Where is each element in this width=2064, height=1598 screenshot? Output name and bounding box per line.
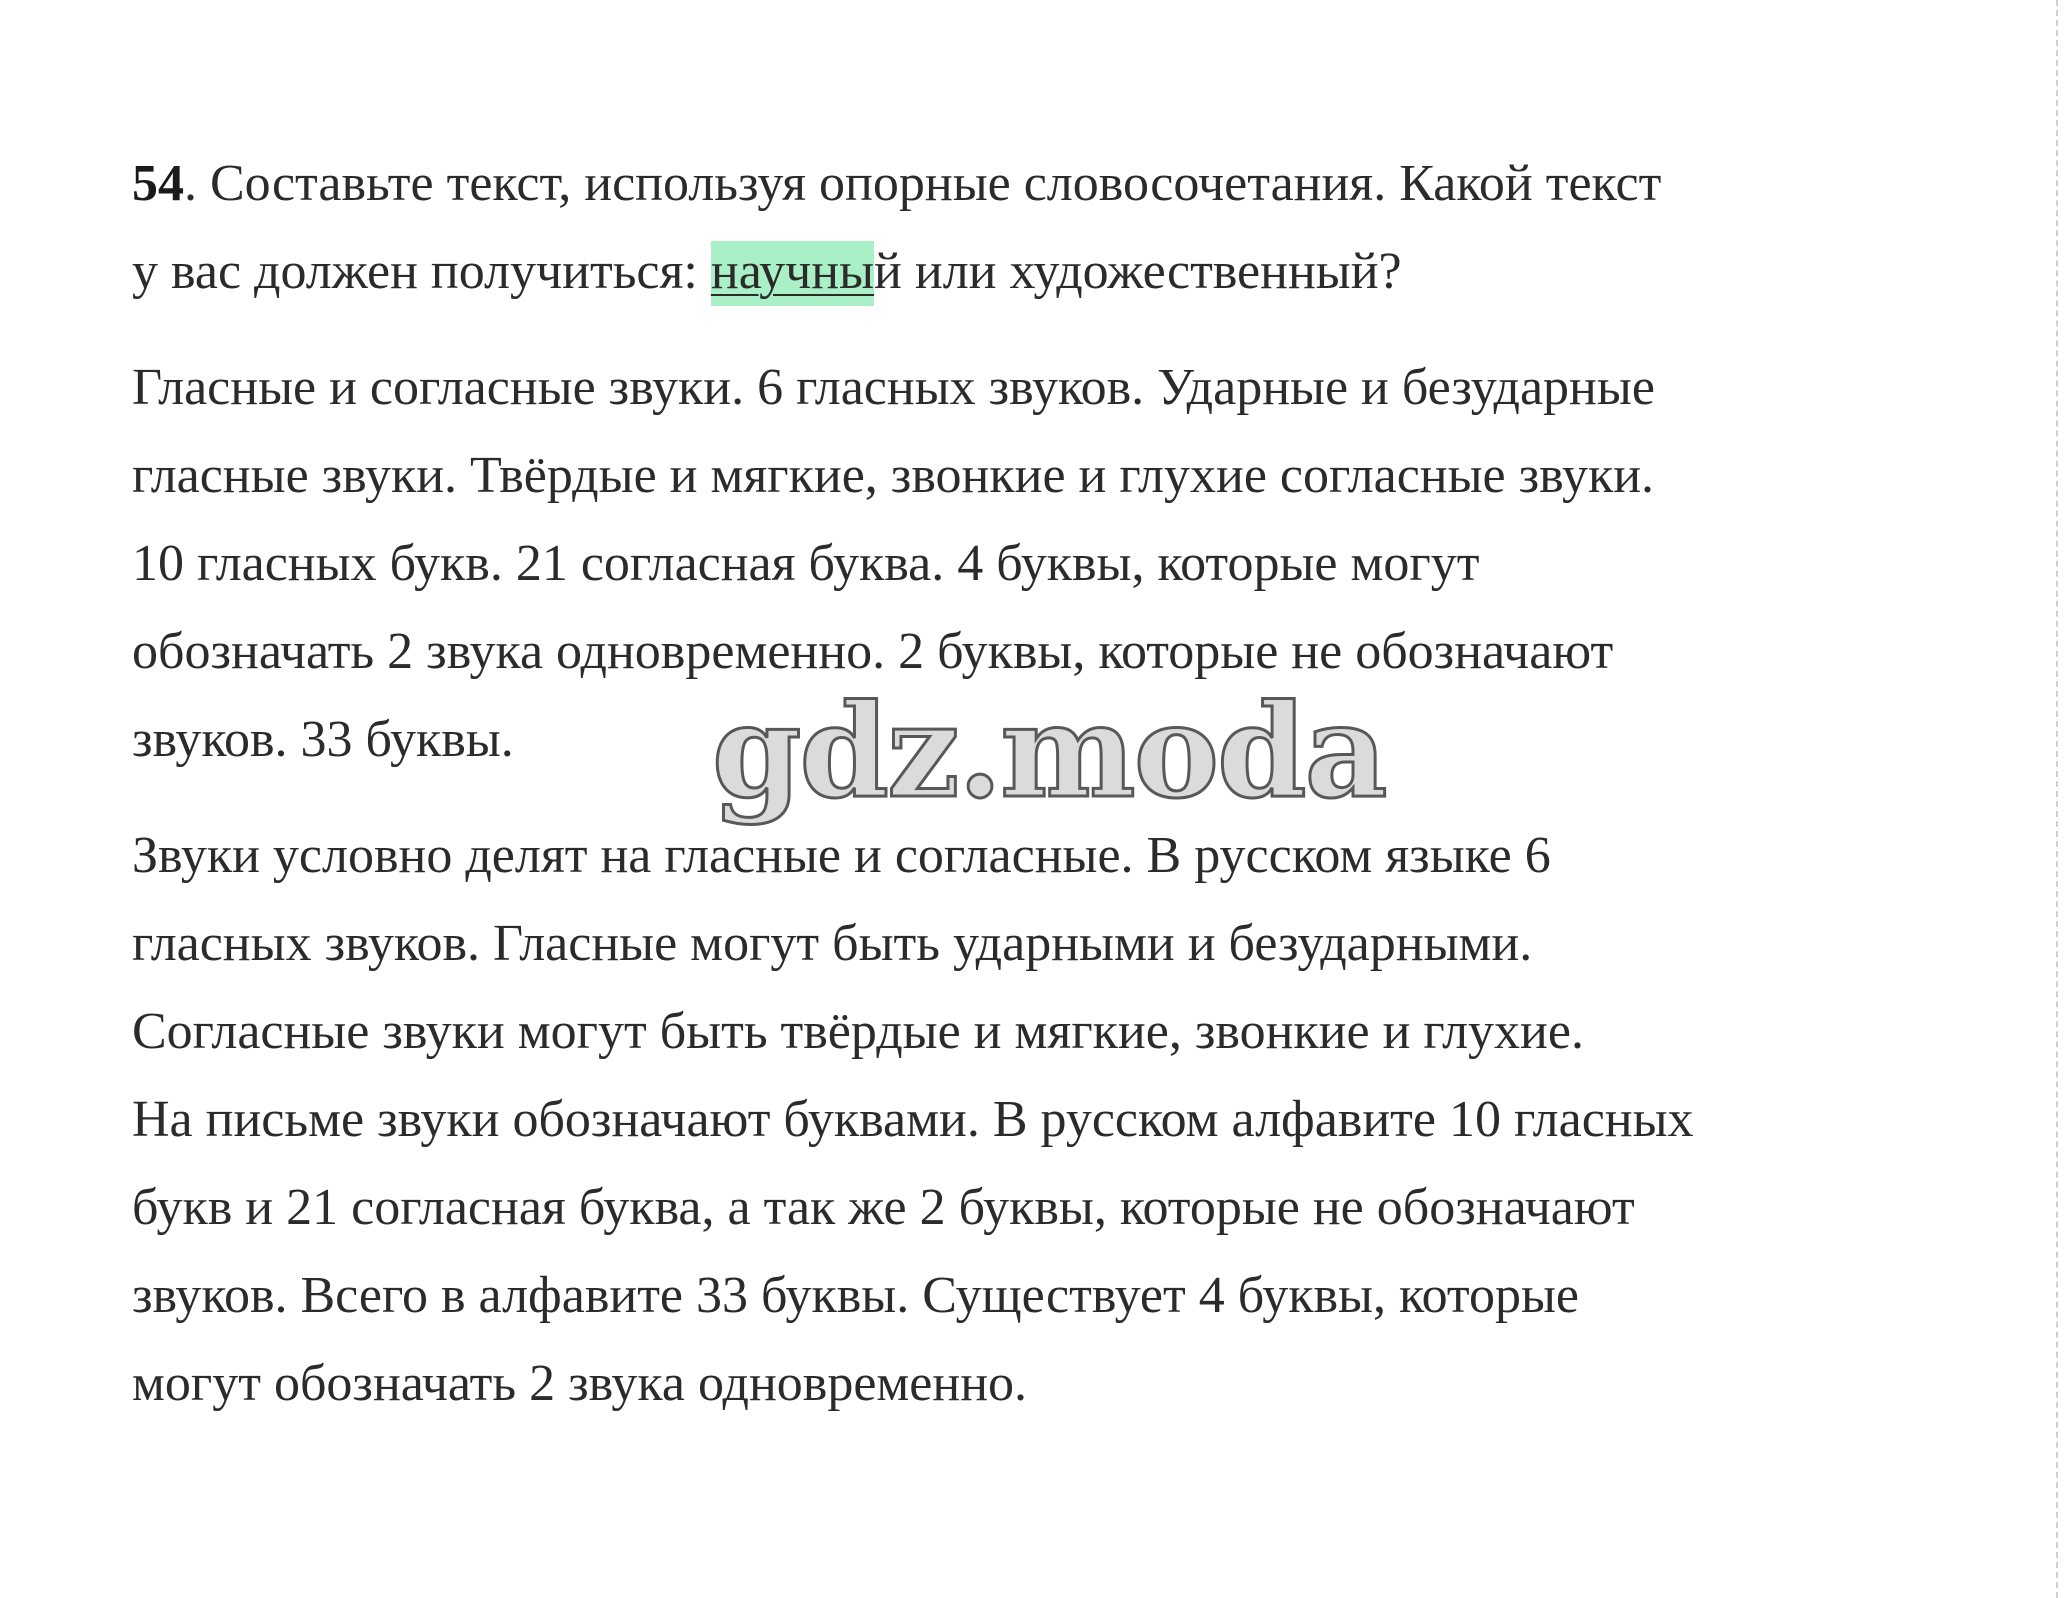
- answer-line: Согласные звуки могут быть твёрдые и мягкие, звонкие и глухие.: [132, 1003, 1584, 1060]
- task-line-1: [132, 140, 1992, 228]
- keywords-line: Гласные и согласные звуки. 6 гласных звуков. Ударные и безударные: [132, 359, 1655, 416]
- keywords-line: обозначать 2 звука одновременно. 2 буквы, которые не обозначают: [132, 623, 1614, 680]
- task-text-1: . Составьте текст, используя опорные словосочетания. Какой текст: [184, 155, 1662, 212]
- answer-paragraph: [132, 812, 1992, 1428]
- task-text-2: у вас должен получиться:: [132, 243, 711, 300]
- task-number: 54: [132, 155, 184, 212]
- answer-line: звуков. Всего в алфавите 33 буквы. Существует 4 буквы, которые: [132, 1267, 1579, 1324]
- keywords-line: 10 гласных букв. 21 согласная буква. 4 буквы, которые могут: [132, 535, 1480, 592]
- keywords-line: звуков. 33 буквы.: [132, 711, 514, 768]
- answer-line: Звуки условно делят на гласные и согласные. В русском языке 6: [132, 827, 1551, 884]
- answer-line: могут обозначать 2 звука одновременно.: [132, 1355, 1028, 1412]
- watermark-logo: gdz.moda: [712, 677, 1386, 827]
- page-edge-divider: [2056, 0, 2058, 1598]
- highlighted-word: научны: [711, 241, 874, 306]
- keywords-line: гласные звуки. Твёрдые и мягкие, звонкие и глухие согласные звуки.: [132, 447, 1655, 504]
- answer-line: На письме звуки обозначают буквами. В русском алфавите 10 гласных: [132, 1091, 1694, 1148]
- answer-line: букв и 21 согласная буква, а так же 2 буквы, которые не обозначают: [132, 1179, 1635, 1236]
- task-text-2-rest: й или художественный?: [874, 243, 1402, 300]
- task-line-2: [132, 228, 1992, 316]
- answer-line: гласных звуков. Гласные могут быть ударными и безударными.: [132, 915, 1533, 972]
